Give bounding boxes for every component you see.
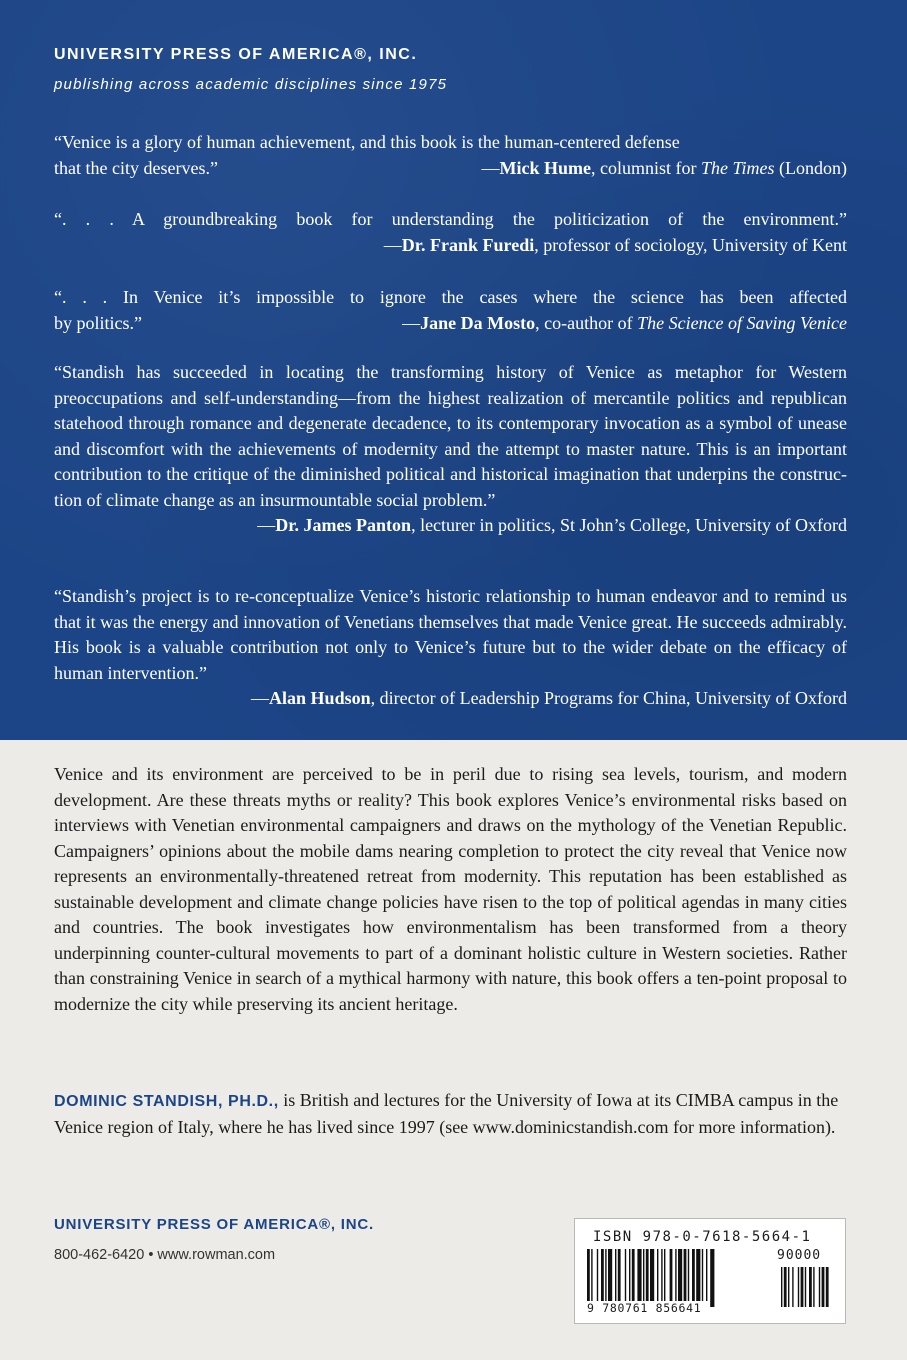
footer-publisher: UNIVERSITY PRESS OF AMERICA®, INC. <box>54 1216 374 1233</box>
attribution-hume: —Mick Hume, columnist for The Times (London) <box>481 157 847 178</box>
quote-furedi: “. . . A groundbreaking book for understanding the politicization of the environment.” —Dr. Frank Furedi, professor of sociology, University of Kent <box>54 207 847 258</box>
attribution-furedi: —Dr. Frank Furedi, professor of sociology, University of Kent <box>383 234 847 255</box>
book-description: Venice and its environment are perceived to be in peril due to rising sea levels, tourism, and modern development. Are these threats myths or reality? This book explores Venice’s environmental risks based on interviews with Venetian environmental campaigners and draws on the mythology of the Venetian Republic. Campaigners’ opinions about the mobile dams nearing completion to protect the city reveal that Venice now represents an environmentally-threatened retreat from modernity. This reputation has been established as sustainable development and climate change policies have risen to the top of political agendas in many cities and countries. The book investigates how environmentalism has been transformed from a theory underpinning counter-cultural movements to part of a dominant holistic culture in Western societies. Rather than constraining Venice in search of a mythical harmony with nature, this book offers a ten-point proposal to modernize the city while preserving its ancient heritage. <box>54 764 847 1014</box>
barcode-addon: 90000 <box>777 1248 822 1263</box>
quote-panton: “Standish has succeeded in locating the transforming history of Venice as metaphor for Western preoccupations and self-understanding—from the highest realization of mercantile politics and republican statehood through romance and degenerate decadence, to its contemporary invocation as a symbol of unease and discomfort with the achievements of modernity and the attempt to master nature. This is an important contribution to the critique of the diminished political and historical imagination that underpins the construction of climate change as an insurmountable social problem.” —Dr. James Panton, lecturer in politics, St John’s College, University of Oxford <box>54 360 847 539</box>
isbn-label: ISBN 978-0-7618-5664-1 <box>593 1229 812 1245</box>
attribution-panton: —Dr. James Panton, lecturer in politics, St John’s College, University of Oxford <box>257 515 847 535</box>
author-name: DOMINIC STANDISH, PH.D., <box>54 1093 279 1110</box>
author-bio: DOMINIC STANDISH, PH.D., is British and lectures for the University of Iowa at its CIMBA campus in the Venice region of Italy, where he has lived since 1997 (see www.dominicstandish.com for more information). <box>54 1090 839 1137</box>
publisher-tagline: publishing across academic disciplines since 1975 <box>54 76 448 93</box>
quote-hudson: “Standish’s project is to re-conceptualize Venice’s historic relationship to human endeavor and to remind us that it was the energy and innovation of Venetians themselves that made Venice great. He succeeds admirably. His book is a valuable contribution not only to Venice’s future but to the wider debate on the efficacy of human intervention.” —Alan Hudson, director of Leadership Programs for China, University of Oxford <box>54 584 847 712</box>
quote-da-mosto: “. . . In Venice it’s impossible to ignore the cases where the science has been affected by politics.” —Jane Da Mosto, co-author of The Science of Saving Venice <box>54 285 847 336</box>
quote-hume: “Venice is a glory of human achievement, and this book is the human-centered defense that the city deserves.” —Mick Hume, columnist for The Times (London) <box>54 130 847 181</box>
attribution-hudson: —Alan Hudson, director of Leadership Programs for China, University of Oxford <box>251 688 847 708</box>
barcode-digits: 9 780761 856641 <box>587 1301 702 1315</box>
isbn-barcode <box>574 1218 846 1324</box>
attribution-da-mosto: —Jane Da Mosto, co-author of The Science of Saving Venice <box>402 312 847 333</box>
publisher-name: UNIVERSITY PRESS OF AMERICA®, INC. <box>54 46 418 63</box>
footer-contact: 800-462-6420 • www.rowman.com <box>54 1247 276 1263</box>
